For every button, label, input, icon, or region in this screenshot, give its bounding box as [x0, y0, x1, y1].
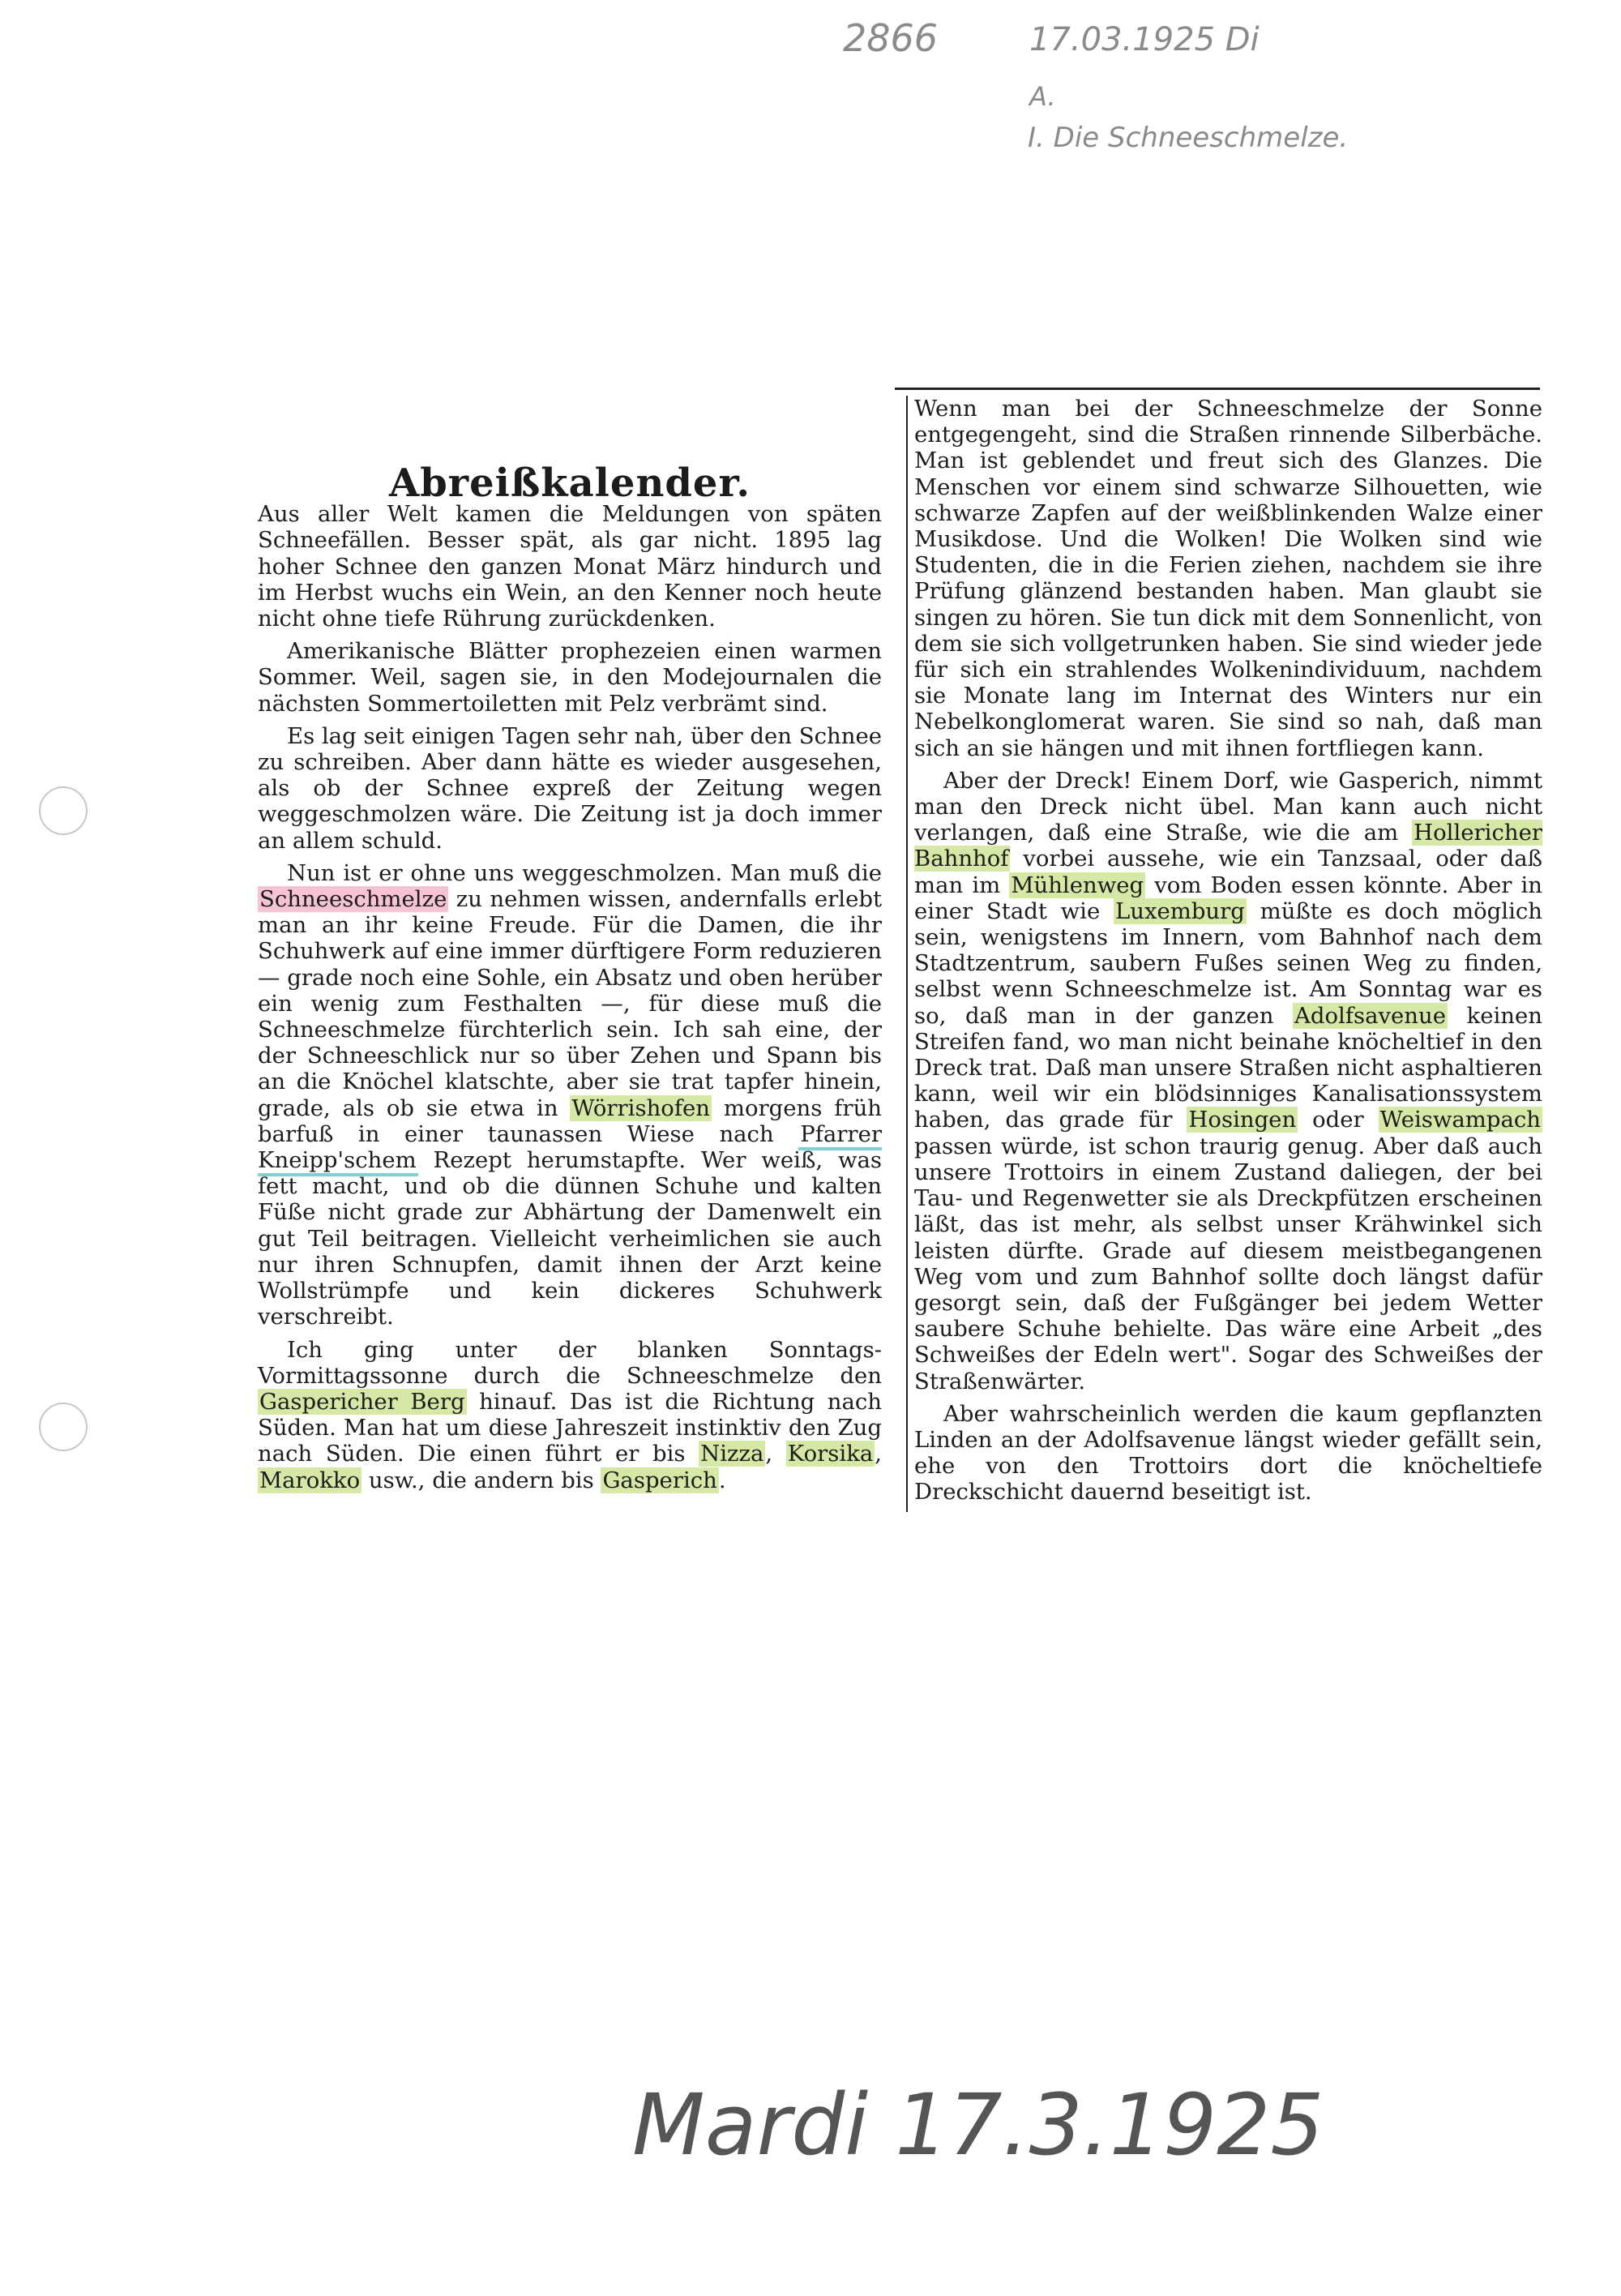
punch-hole-bottom: [39, 1403, 88, 1451]
text-run: hinauf. Das ist die Richtung nach Süden. Man hat um diese Jahreszeit instinktiv den Zug nach Süden. Die einen führt er bis: [258, 1388, 882, 1467]
text-run: morgens früh barfuß in einer taunassen Wiese nach: [258, 1094, 882, 1147]
text-run: Nun ist er ohne uns weggeschmolzen. Man muß die: [287, 859, 882, 886]
highlight-woerrishofen: Wörrishofen: [571, 1094, 711, 1121]
text-run: Rezept herumstapfte. Wer weiß, was fett macht, und ob die dünnen Schuhe und kalten Füße nicht grade zur Abhärtung der Damenwelt ein gut Teil beitragen. Vielleicht verheimlichen sie auch nur ihren Schnupfen, damit ihnen der Arzt keine Wollstrümpfe und kein dickeres Schuhwerk verschreibt.: [258, 1147, 882, 1330]
date-annotation-top: 17.03.1925 Di: [1029, 21, 1260, 58]
highlight-gaspericher-berg: Gaspericher Berg: [259, 1388, 465, 1415]
article-left-column: [258, 460, 883, 1500]
text-run: keinen Streifen fand, wo man nicht beinahe knöcheltief in den Dreck trat. Daß man unsere Straßen nicht asphaltieren kann, weil wir ein blödsinniges Kanalisationssystem haben, das grade für: [914, 1002, 1542, 1133]
highlight-gasperich: Gasperich: [602, 1467, 717, 1493]
paragraph-5: [258, 1337, 882, 1493]
paragraph-2: Amerikanische Blätter prophezeien einen warmen Sommer. Weil, sagen sie, in den Modejournalen die nächsten Sommertoiletten mit Pelz verbrämt sind.: [258, 638, 882, 717]
article-right-column: [906, 396, 1542, 1512]
text-run: vorbei aussehe, wie ein Tanzsaal, oder daß man im: [914, 846, 1542, 898]
highlight-kneipp: Pfarrer Kneipp'schem: [258, 1121, 882, 1176]
text-run: zu nehmen wissen, andernfalls erlebt man an ihr keine Freude. Für die Damen, die ihr Schuhwerk auf eine immer dürftigere Form reduzieren — grade noch eine Sohle, ein Absatz und oben herüber ein wenig zum Festhalten —, für diese muß die Schneeschmelze fürchterlich sein. Ich sah eine, der der Schneeschlick nur so über Zehen und Spann bis an die Knöchel klatschte, aber sie trat tapfer hinein, grade, als ob sie etwa in: [258, 886, 882, 1121]
punch-hole-top: [39, 786, 88, 835]
highlight-nizza: Nizza: [700, 1441, 764, 1467]
highlight-schneeschmelze: Schneeschmelze: [259, 886, 447, 913]
text-run: ,: [875, 1441, 883, 1467]
note-annotation-b: I. Die Schneeschmelze.: [1028, 122, 1349, 154]
note-annotation-a: A.: [1029, 81, 1056, 112]
article-title: Abreißkalender.: [388, 460, 751, 506]
text-run: .: [718, 1467, 726, 1493]
text-run: vom Boden essen könnte. Aber in einer Stadt wie: [914, 872, 1542, 924]
highlight-muehlenweg: Mühlenweg: [1011, 872, 1144, 898]
paragraph-7: [914, 768, 1542, 1394]
text-run: Ich ging unter der blanken Sonntags-Vormittagssonne durch die Schneeschmelze den: [258, 1336, 882, 1389]
document-number-annotation: 2866: [843, 16, 939, 60]
highlight-weiswampach: Weiswampach: [1379, 1107, 1541, 1133]
paragraph-8: Aber wahrscheinlich werden die kaum gepflanzten Linden an der Adolfsavenue längst wieder gefällt sein, ehe von den Trottoirs dort die knöcheltiefe Dreckschicht dauernd beseitigt ist.: [914, 1400, 1542, 1506]
paragraph-4: [258, 860, 882, 1330]
highlight-hollericher-bahnhof: Hollericher Bahnhof: [914, 820, 1542, 872]
highlight-korsika: Korsika: [787, 1441, 874, 1467]
paragraph-3: Es lag seit einigen Tagen sehr nah, über den Schnee zu schreiben. Aber dann hätte es wieder ausgesehen, als ob der Schnee expreß der Zeitung wegen weggeschmolzen wäre. Die Zeitung ist ja doch immer an allem schuld.: [258, 722, 882, 854]
highlight-marokko: Marokko: [259, 1467, 361, 1493]
text-run: müßte es doch möglich sein, wenigstens im Innern, vom Bahnhof nach dem Stadtzentrum, saubern Fußes seinen Weg zu finden, selbst wenn Schneeschmelze ist. Am Sonntag war es so, daß man in der ganzen: [914, 897, 1542, 1029]
text-run: passen würde, ist schon traurig genug. Aber daß auch unsere Trottoirs in einem Zustand daliegen, der bei Tau- und Regenwetter sie als Dreckpfützen erscheinen läßt, das ist mehr, als selbst unser Krähwinkel sich leisten dürfte. Grade auf diesem meistbegangenen Weg vom und zum Bahnhof sollte doch längst dafür gesorgt sein, daß der Fußgänger bei jedem Wetter saubere Schuhe behielte. Das wäre eine Arbeit „des Schweißes der Edeln wert". Sogar des Schweißes der Straßenwärter.: [914, 1133, 1542, 1394]
text-run: usw., die andern bis: [361, 1467, 601, 1493]
text-run: Aber der Dreck! Einem Dorf, wie Gasperich, nimmt man den Dreck nicht übel. Man kann auch nicht verlangen, daß eine Straße, wie die am: [914, 767, 1542, 846]
paragraph-1: Aus aller Welt kamen die Meldungen von späten Schneefällen. Besser spät, als gar nicht. 1895 lag hoher Schnee den ganzen Monat März hindurch und im Herbst wuchs ein Wein, an den Kenner noch heute nicht ohne tiefe Rührung zurückdenken.: [258, 501, 882, 632]
text-run: oder: [1298, 1107, 1379, 1133]
highlight-hosingen: Hosingen: [1188, 1107, 1297, 1133]
highlight-adolfsavenue: Adolfsavenue: [1294, 1002, 1447, 1029]
text-run: ,: [765, 1441, 786, 1467]
highlight-luxemburg: Luxemburg: [1115, 897, 1245, 924]
paragraph-6: Wenn man bei der Schneeschmelze der Sonne entgegengeht, sind die Straßen rinnende Silberbäche. Man ist geblendet und freut sich des Glanzes. Die Menschen vor einem sind schwarze Silhouetten, wie schwarze Zapfen auf der weißblinkenden Walze einer Musikdose. Und die Wolken! Die Wolken sind wie Studenten, die in die Ferien ziehen, nachdem sie ihre Prüfung glänzend bestanden haben. Man glaubt sie singen zu hören. Sie tun dick mit dem Sonnenlicht, von dem sie sich vollgetrunken haben. Sie sind wieder jede für sich ein strahlendes Wolkenindividuum, nachdem sie Monate lang im Internat des Winters nur ein Nebelkonglomerat waren. Sie sind so nah, daß man sich an sie hängen und mit ihnen fortfliegen kann.: [914, 396, 1542, 761]
column-top-rule: [895, 388, 1540, 390]
handwritten-date-bottom: Mardi 17.3.1925: [632, 2075, 1324, 2174]
